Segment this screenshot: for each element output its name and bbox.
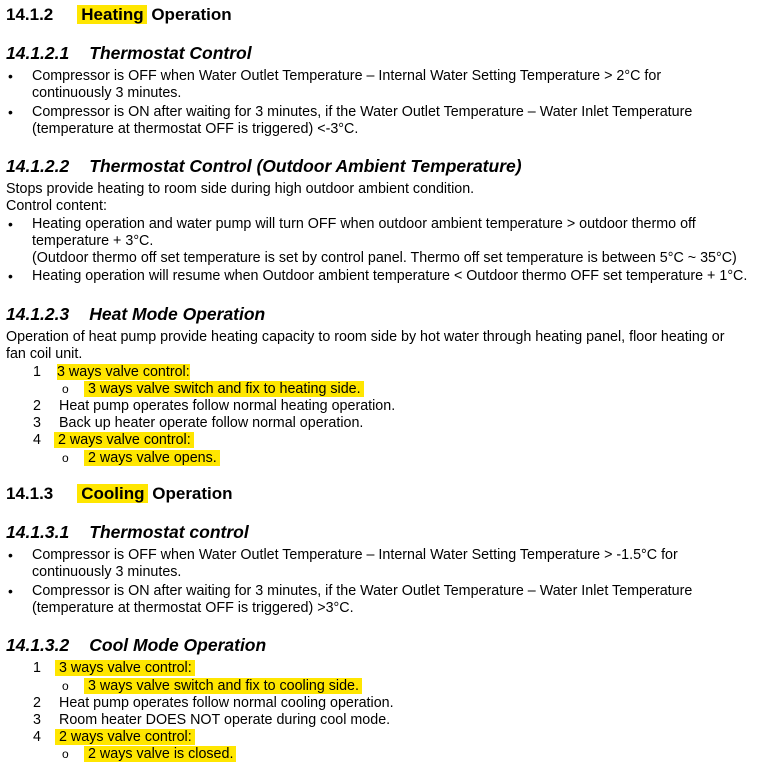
section-title-highlight: Heating	[77, 5, 146, 24]
sub-item-highlight: 2 ways valve is closed.	[84, 746, 236, 762]
subsection-heading-cool-mode	[6, 635, 266, 655]
paragraph: Control content:	[6, 198, 107, 214]
subsection-title: Thermostat Control	[89, 43, 252, 63]
list-item-highlight: 2 ways valve control:	[54, 432, 194, 448]
section-title-rest: Operation	[147, 484, 233, 503]
sub-bullet-glyph: o	[62, 679, 69, 693]
sub-item-text	[84, 450, 220, 467]
list-item-text	[54, 432, 194, 449]
subsection-number: 14.1.3.1	[6, 522, 70, 542]
bullet-glyph: •	[8, 268, 13, 284]
sub-item-text	[84, 678, 362, 695]
bullet-glyph: •	[8, 68, 13, 84]
paragraph: fan coil unit.	[6, 346, 83, 362]
subsection-number: 14.1.3.2	[6, 635, 70, 655]
subsection-number: 14.1.2.3	[6, 304, 70, 324]
sub-item-text	[84, 381, 364, 398]
list-number: 1	[33, 364, 41, 380]
bullet-text: (temperature at thermostat OFF is triggered) <-3°C.	[32, 121, 359, 137]
section-heading-heating	[6, 5, 232, 25]
bullet-text: Compressor is ON after waiting for 3 minutes, if the Water Outlet Temperature – Water Inlet Temperature	[32, 104, 693, 120]
paragraph: Operation of heat pump provide heating capacity to room side by hot water through heating panel, floor heating or	[6, 329, 725, 345]
bullet-text: Compressor is OFF when Water Outlet Temperature – Internal Water Setting Temperature > -1.5°C for	[32, 547, 678, 563]
list-item-highlight: 2 ways valve control:	[55, 729, 195, 745]
subsection-title: Cool Mode Operation	[89, 635, 267, 655]
bullet-text: continuously 3 minutes.	[32, 564, 182, 580]
bullet-text: Compressor is ON after waiting for 3 minutes, if the Water Outlet Temperature – Water Inlet Temperature	[32, 583, 693, 599]
section-number: 14.1.2	[6, 5, 54, 24]
bullet-glyph: •	[8, 583, 13, 599]
sub-item-highlight: 3 ways valve switch and fix to cooling side.	[84, 678, 362, 694]
list-item-highlight: 3 ways valve control:	[57, 364, 190, 380]
section-heading-cooling	[6, 484, 233, 504]
list-item-text: Heat pump operates follow normal heating operation.	[59, 398, 396, 414]
list-item-text	[57, 364, 190, 381]
bullet-glyph: •	[8, 216, 13, 232]
subsection-title: Heat Mode Operation	[89, 304, 266, 324]
sub-item-highlight: 3 ways valve switch and fix to heating side.	[84, 381, 364, 397]
subsection-heading-cooling-thermostat	[6, 522, 249, 542]
sub-bullet-glyph: o	[62, 747, 69, 761]
bullet-text: Compressor is OFF when Water Outlet Temperature – Internal Water Setting Temperature > 2°C for	[32, 68, 662, 84]
bullet-glyph: •	[8, 104, 13, 120]
list-item-text: Room heater DOES NOT operate during cool mode.	[59, 712, 391, 728]
subsection-number: 14.1.2.1	[6, 43, 70, 63]
section-number: 14.1.3	[6, 484, 54, 503]
section-title-highlight: Cooling	[77, 484, 147, 503]
subsection-heading-heating-thermostat	[6, 43, 252, 63]
list-item-text: Back up heater operate follow normal operation.	[59, 415, 364, 431]
list-item-highlight: 3 ways valve control:	[55, 660, 195, 676]
bullet-text: (temperature at thermostat OFF is triggered) >3°C.	[32, 600, 354, 616]
list-number: 4	[33, 729, 41, 745]
list-number: 1	[33, 660, 41, 676]
sub-bullet-glyph: o	[62, 451, 69, 465]
paragraph: Stops provide heating to room side during high outdoor ambient condition.	[6, 181, 475, 197]
bullet-text: Heating operation and water pump will turn OFF when outdoor ambient temperature > outdoor thermo off	[32, 216, 696, 232]
section-title-rest: Operation	[146, 5, 232, 24]
bullet-text: Heating operation will resume when Outdoor ambient temperature < Outdoor thermo OFF set temperature + 1°C.	[32, 268, 748, 284]
sub-item-highlight: 2 ways valve opens.	[84, 450, 220, 466]
list-item-text	[55, 729, 195, 746]
subsection-heading-ambient	[6, 156, 522, 176]
list-item-text: Heat pump operates follow normal cooling operation.	[59, 695, 394, 711]
list-number: 2	[33, 398, 41, 414]
subsection-title: Thermostat Control (Outdoor Ambient Temperature)	[89, 156, 522, 176]
bullet-text: (Outdoor thermo off set temperature is set by control panel. Thermo off set temperature is between 5°C ~ 35°C)	[32, 250, 737, 266]
list-number: 3	[33, 415, 41, 431]
subsection-heading-heat-mode	[6, 304, 265, 324]
bullet-glyph: •	[8, 547, 13, 563]
subsection-title: Thermostat control	[89, 522, 249, 542]
list-number: 4	[33, 432, 41, 448]
sub-item-text	[84, 746, 236, 763]
list-number: 2	[33, 695, 41, 711]
list-item-text	[55, 660, 195, 677]
list-number: 3	[33, 712, 41, 728]
subsection-number: 14.1.2.2	[6, 156, 70, 176]
bullet-text: temperature + 3°C.	[32, 233, 154, 249]
bullet-text: continuously 3 minutes.	[32, 85, 182, 101]
sub-bullet-glyph: o	[62, 382, 69, 396]
